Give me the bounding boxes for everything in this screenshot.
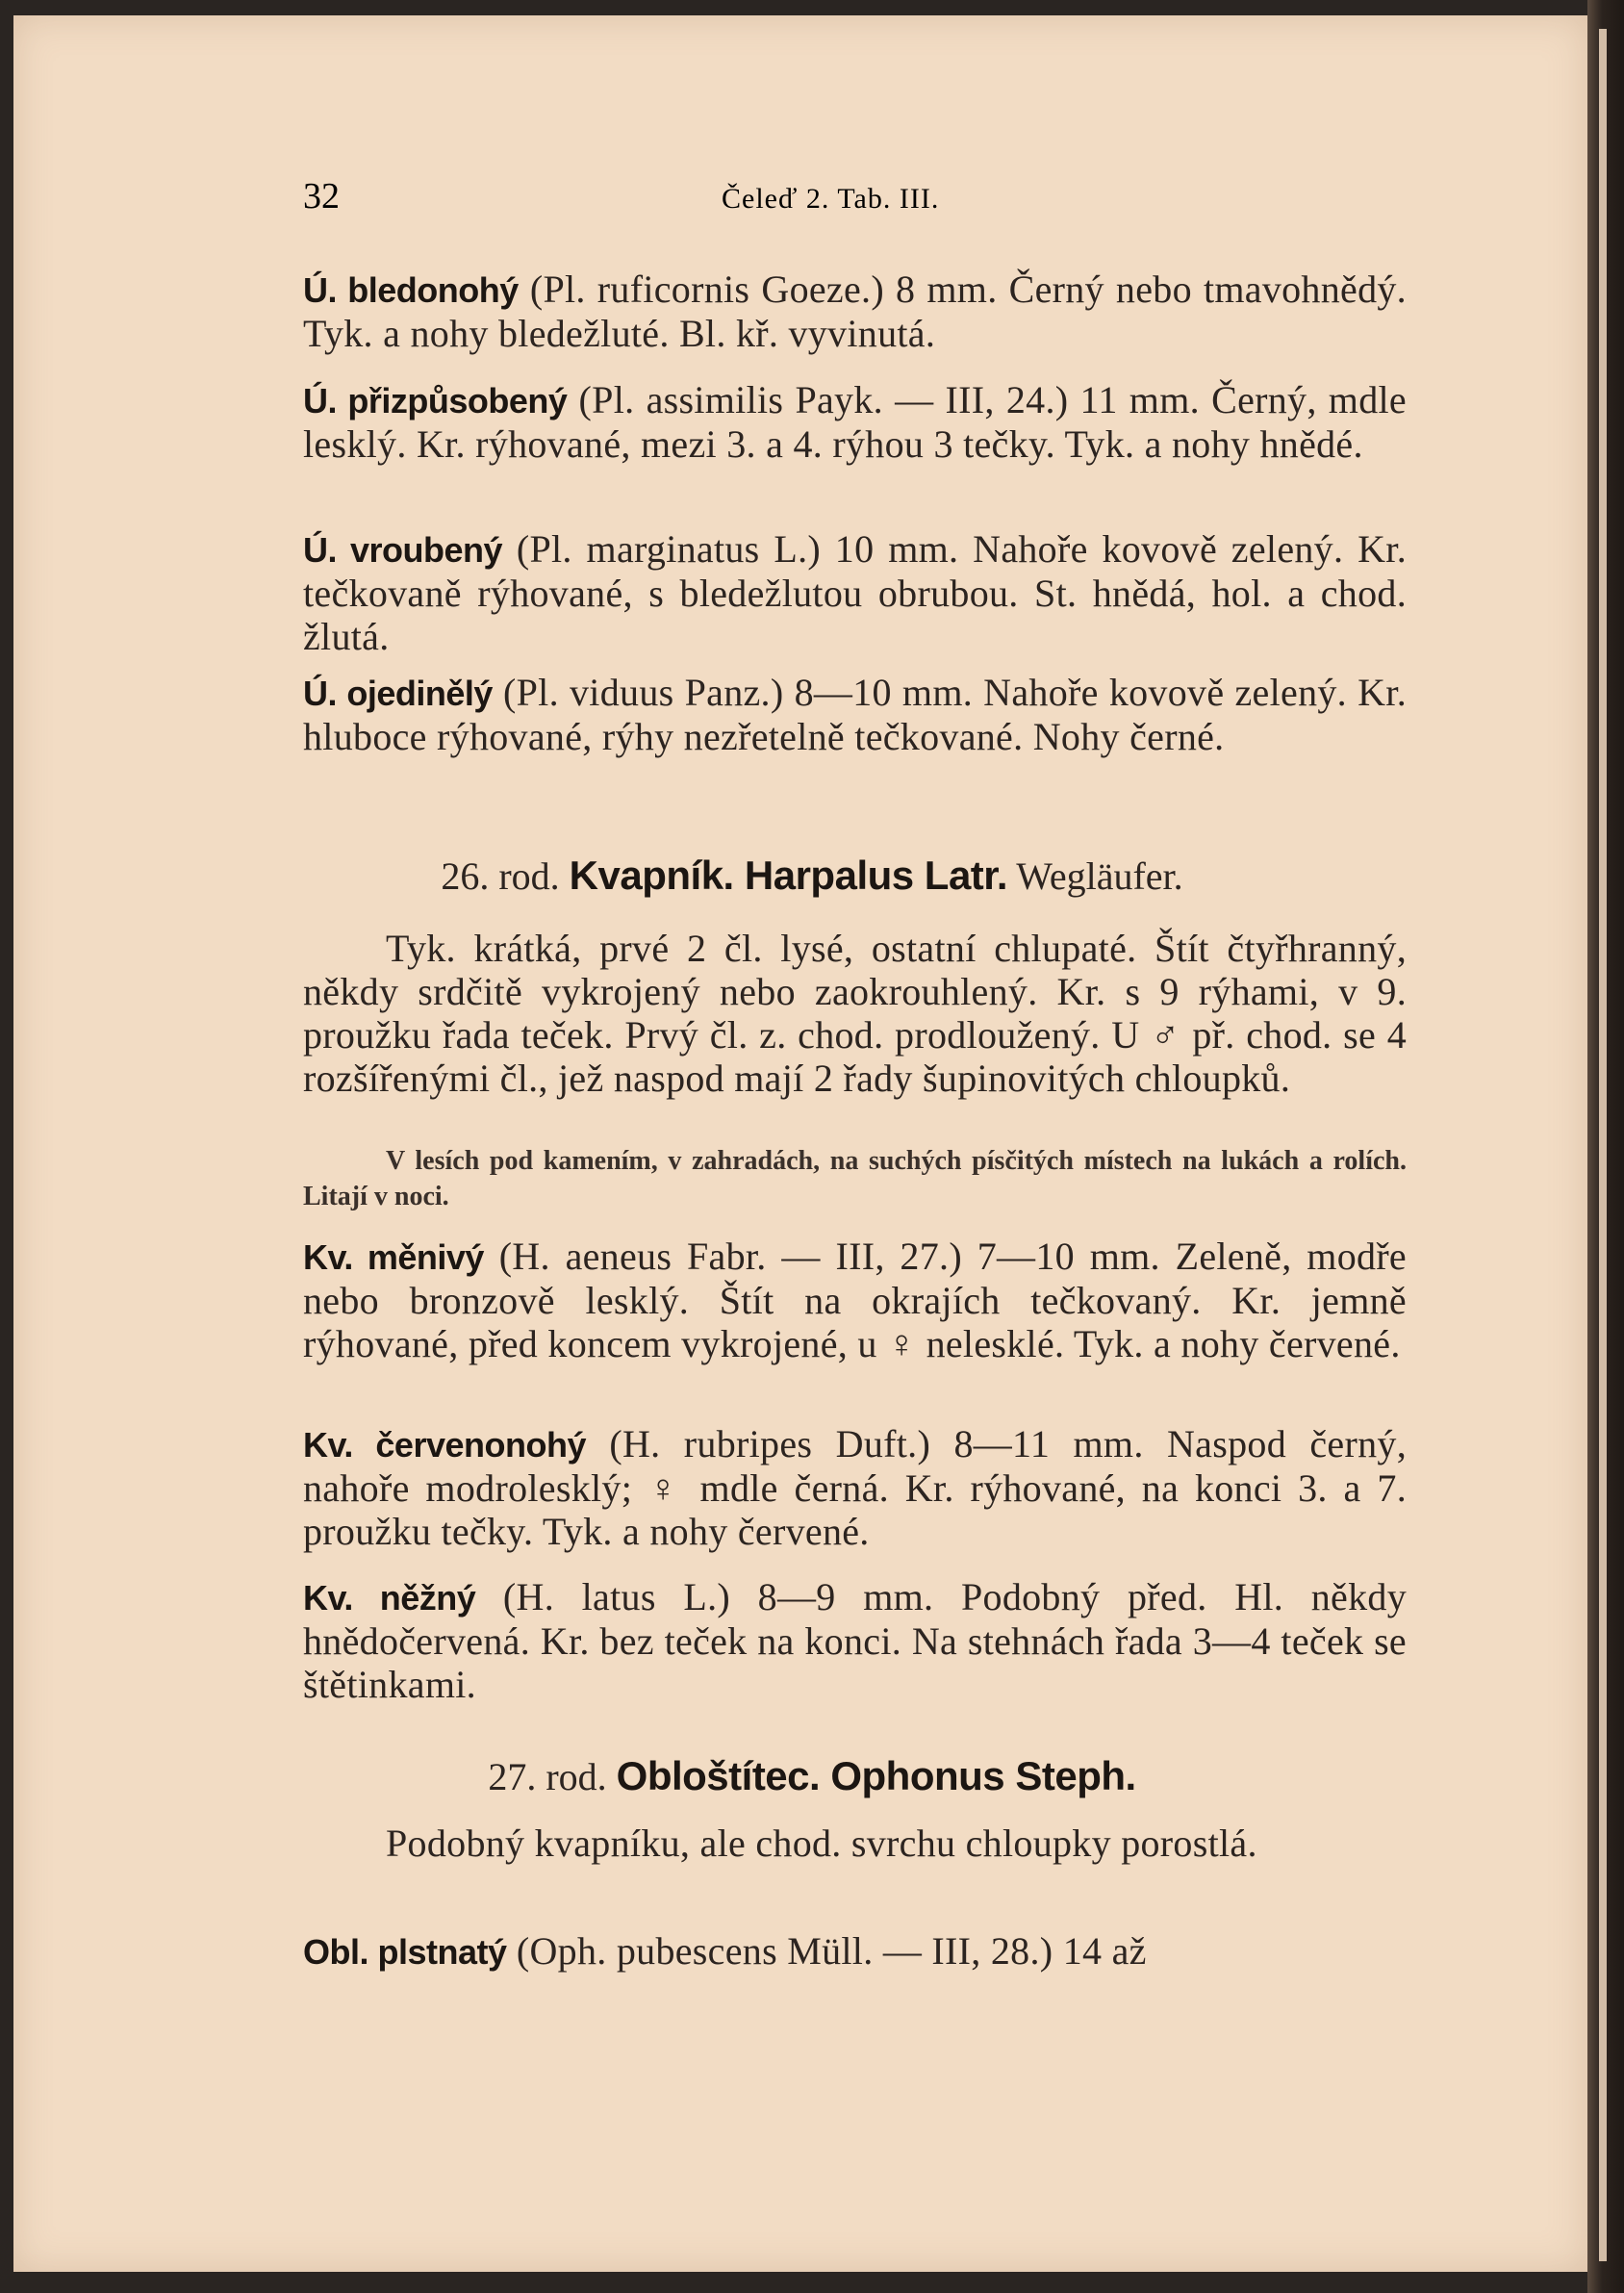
species-text: (Oph. pubescens Müll. — III, 28.) 14 až bbox=[506, 1929, 1147, 1973]
species-text: (H. rubripes Duft.) 8—11 mm. Naspod černý, nahoře modrolesklý; ♀ mdle černá. Kr. rýhované, na konci 3. a 7. proužku tečky. Tyk. a nohy červené. bbox=[303, 1422, 1407, 1553]
species-text: (Pl. assimilis Payk. — III, 24.) 11 mm. Černý, mdle lesklý. Kr. rýhované, mezi 3. a 4. rýhou 3 tečky. Tyk. a nohy hnědé. bbox=[303, 378, 1407, 466]
species-text: (H. latus L.) 8—9 mm. Podobný před. Hl. někdy hnědočervená. Kr. bez teček na konci. Na stehnách řada 3—4 teček se štětinkami. bbox=[303, 1575, 1408, 1706]
genus-heading bbox=[0, 853, 1624, 899]
species-entry bbox=[303, 378, 1407, 466]
species-entry bbox=[303, 671, 1407, 758]
species-entry bbox=[303, 1929, 1407, 1974]
page-edge-strip bbox=[1599, 29, 1607, 2261]
species-text: (Pl. marginatus L.) 10 mm. Nahoře kovově zelený. Kr. tečkovaně rýhované, s bledežlutou obrubou. St. hnědá, hol. a chod. žlutá. bbox=[303, 527, 1407, 658]
genus-name: Kvapník. Harpalus Latr. bbox=[569, 853, 1007, 898]
species-text: (Pl. viduus Panz.) 8—10 mm. Nahoře kovově zelený. Kr. hluboce rýhované, rýhy nezřetelně tečkované. Nohy černé. bbox=[303, 671, 1407, 758]
species-name: Ú. bledonohý bbox=[303, 270, 519, 310]
genus-number: 27. rod. bbox=[488, 1755, 617, 1798]
species-text: (Pl. ruficornis Goeze.) 8 mm. Černý nebo tmavohnědý. Tyk. a nohy bledežluté. Bl. kř. vyvinutá. bbox=[303, 268, 1407, 355]
species-entry bbox=[303, 527, 1407, 658]
habitat-note: V lesích pod kamením, v zahradách, na suchých písčitých místech na lukách a rolích. Litají v noci. bbox=[303, 1146, 1407, 1211]
page-header bbox=[303, 175, 996, 223]
genus-name: Obloštítec. Ophonus Steph. bbox=[616, 1753, 1136, 1798]
species-entry bbox=[303, 1235, 1407, 1365]
genus-german-name: Wegläufer. bbox=[1007, 854, 1183, 898]
species-entry bbox=[303, 1575, 1407, 1706]
species-name: Kv. červenonohý bbox=[303, 1425, 586, 1465]
book-edge bbox=[1587, 0, 1624, 2293]
genus-number: 26. rod. bbox=[441, 854, 570, 898]
species-entry bbox=[303, 1422, 1407, 1553]
species-name: Kv. měnivý bbox=[303, 1237, 484, 1277]
species-name: Ú. přizpůsobený bbox=[303, 381, 568, 420]
species-name: Kv. něžný bbox=[303, 1578, 476, 1618]
genus-description: Tyk. krátká, prvé 2 čl. lysé, ostatní chlupaté. Štít čtyřhranný, někdy srdčitě vykrojený nebo zaokrouhlený. Kr. s 9 rýhami, v 9. proužku řada teček. Prvý čl. z. chod. prodloužený. U ♂ př. chod. se 4 rozšířenými čl., jež naspod mají 2 řady šupinovitých chloupků. bbox=[303, 927, 1407, 1100]
page-number: 32 bbox=[303, 176, 340, 217]
genus-heading bbox=[0, 1753, 1624, 1799]
genus-description: Podobný kvapníku, ale chod. svrchu chloupky porostlá. bbox=[386, 1822, 1257, 1865]
species-name: Obl. plstnatý bbox=[303, 1932, 507, 1972]
running-head: Čeleď 2. Tab. III. bbox=[722, 183, 940, 215]
species-name: Ú. ojedinělý bbox=[303, 674, 493, 713]
species-entry bbox=[303, 268, 1407, 355]
species-name: Ú. vroubený bbox=[303, 530, 503, 570]
species-text: (H. aeneus Fabr. — III, 27.) 7—10 mm. Zeleně, modře nebo bronzově lesklý. Štít na okrajích tečkovaný. Kr. jemně rýhované, před koncem vykrojené, u ♀ nelesklé. Tyk. a nohy červené. bbox=[303, 1235, 1407, 1365]
